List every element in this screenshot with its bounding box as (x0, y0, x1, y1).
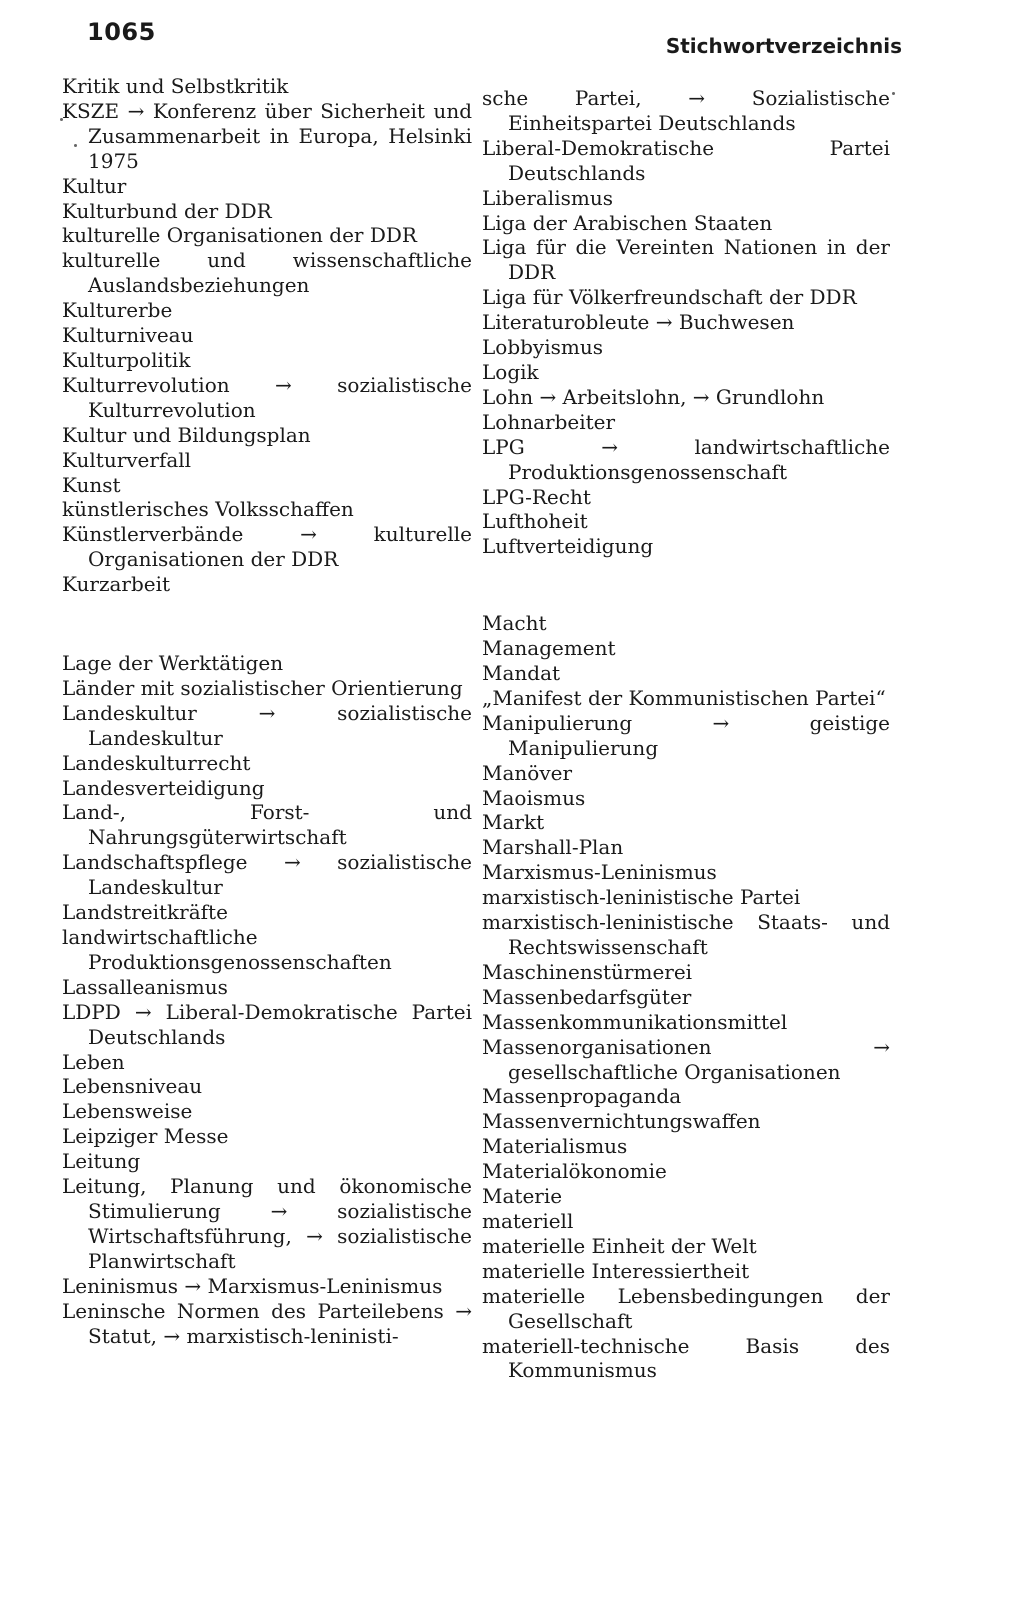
index-column-left (62, 74, 472, 1348)
index-entry: Leitung, Planung und ökonomische Stimulierung → sozialistische Wirtschaftsführung, → sozialistische Planwirtschaft (62, 1174, 472, 1273)
index-entry: landwirtschaftliche Produktionsgenossenschaften (62, 925, 392, 974)
index-entry: LPG → landwirtschaftliche Produktionsgenossenschaft (482, 434, 890, 484)
index-entry: Kulturrevolution → sozialistische Kulturrevolution (62, 372, 472, 422)
index-entry: Kulturniveau (62, 323, 194, 348)
index-entry: „Manifest der Kommunistischen Partei“ (482, 685, 886, 710)
index-entry: Leninismus → Marxismus-Leninismus (62, 1273, 443, 1298)
index-entry: Lohn → Arbeitslohn, → Grundlohn (482, 384, 825, 409)
index-entry: künstlerisches Volksschaffen (62, 497, 354, 522)
index-entry: Lohnarbeiter (482, 409, 616, 434)
index-entry: Leninsche Normen des Parteilebens → Statut, → marxistisch-leninisti- (62, 1298, 472, 1348)
index-entry: marxistisch-leninistische Partei (482, 885, 801, 910)
index-entry: Land-, Forst- und Nahrungsgüterwirtschaft (62, 800, 472, 850)
index-entry: Maschinenstürmerei (482, 959, 693, 984)
group-spacer (482, 559, 890, 611)
index-entry: Kulturbund der DDR (62, 198, 272, 223)
margin-dot (892, 92, 895, 95)
entry-group-m (482, 611, 890, 1383)
entry-group-k (62, 74, 472, 597)
index-entry: materielle Lebensbedingungen der Gesellschaft (482, 1283, 890, 1333)
index-column-right (482, 86, 890, 1383)
index-entry: Materialismus (482, 1134, 628, 1159)
index-entry: Massenbedarfsgüter (482, 984, 692, 1009)
index-entry: Liga für Völkerfreundschaft der DDR (482, 285, 857, 310)
index-entry: Kulturverfall (62, 447, 192, 472)
index-entry: Leben (62, 1049, 125, 1074)
index-entry: Liberalismus (482, 185, 613, 210)
index-entry: marxistisch-leninistische Staats- und Rechtswissenschaft (482, 910, 890, 959)
index-entry: Landeskulturrecht (62, 750, 251, 775)
index-entry: Länder mit sozialistischer Orientierung (62, 675, 463, 700)
index-entry: Kunst (62, 472, 121, 497)
index-entry: Liberal-Demokratische Partei Deutschlands (482, 135, 890, 185)
index-entry: Kultur (62, 173, 127, 198)
index-entry: Kurzarbeit (62, 572, 171, 597)
index-entry: Manöver (482, 760, 573, 785)
index-entry: materielle Interessiertheit (482, 1258, 750, 1283)
index-entry: sche Partei, → Sozialistische Einheitspartei Deutschlands (482, 86, 890, 135)
index-entry: Leipziger Messe (62, 1124, 229, 1149)
index-entry: KSZE → Konferenz über Sicherheit und Zusammenarbeit in Europa, Helsinki 1975 (62, 98, 472, 173)
index-entry: Kultur und Bildungsplan (62, 422, 311, 447)
index-entry: Management (482, 636, 616, 661)
index-entry: Luftverteidigung (482, 534, 654, 559)
index-entry: Macht (482, 611, 547, 636)
index-entry: Lufthoheit (482, 509, 588, 534)
index-entry: Landesverteidigung (62, 775, 265, 800)
group-spacer (62, 597, 472, 651)
index-entry: Manipulierung → geistige Manipulierung (482, 710, 890, 760)
index-entry: Lage der Werktätigen (62, 651, 284, 676)
index-entry: materielle Einheit der Welt (482, 1233, 757, 1258)
index-entry: materiell (482, 1208, 574, 1233)
index-entry: Landstreitkräfte (62, 900, 228, 925)
index-entry: Markt (482, 810, 545, 835)
index-entry: Lebensniveau (62, 1074, 203, 1099)
index-entry: Logik (482, 359, 539, 384)
index-entry: Kulturerbe (62, 298, 173, 323)
running-head: Stichwortverzeichnis (665, 34, 902, 58)
index-entry: Literaturobleute → Buchwesen (482, 310, 795, 335)
index-entry: Materialökonomie (482, 1159, 667, 1184)
index-entry: kulturelle Organisationen der DDR (62, 223, 417, 248)
index-entry: Massenkommunikationsmittel (482, 1009, 788, 1034)
index-entry: LPG-Recht (482, 484, 591, 509)
index-entry: kulturelle und wissenschaftliche Auslandsbeziehungen (62, 248, 472, 298)
index-entry: Liga der Arabischen Staaten (482, 210, 773, 235)
index-entry: Marshall-Plan (482, 835, 624, 860)
index-entry: materiell-technische Basis des Kommunismus (482, 1333, 890, 1383)
entry-group-l-cont (482, 86, 890, 559)
index-entry: Kulturpolitik (62, 347, 191, 372)
entry-group-l (62, 651, 472, 1348)
page-number: 1065 (87, 18, 156, 46)
index-entry: Künstlerverbände → kulturelle Organisationen der DDR (62, 522, 472, 572)
index-entry: Landschaftspflege → sozialistische Landeskultur (62, 850, 472, 900)
index-entry: Maoismus (482, 785, 586, 810)
index-entry: Liga für die Vereinten Nationen in der DDR (482, 235, 890, 285)
index-entry: Massenvernichtungswaffen (482, 1109, 761, 1134)
index-entry: Massenpropaganda (482, 1084, 682, 1109)
index-entry: Materie (482, 1184, 563, 1209)
index-entry: Kritik und Selbstkritik (62, 74, 289, 98)
index-entry: Lebensweise (62, 1099, 193, 1124)
index-entry: Massenorganisationen → gesellschaftliche Organisationen (482, 1034, 890, 1084)
index-entry: Leitung (62, 1149, 141, 1174)
index-entry: LDPD → Liberal-Demokratische Partei Deutschlands (62, 999, 472, 1049)
index-entry: Mandat (482, 661, 561, 686)
index-entry: Lobbyismus (482, 335, 603, 360)
index-entry: Landeskultur → sozialistische Landeskultur (62, 700, 472, 750)
index-entry: Lassalleanismus (62, 974, 228, 999)
index-entry: Marxismus-Leninismus (482, 860, 717, 885)
